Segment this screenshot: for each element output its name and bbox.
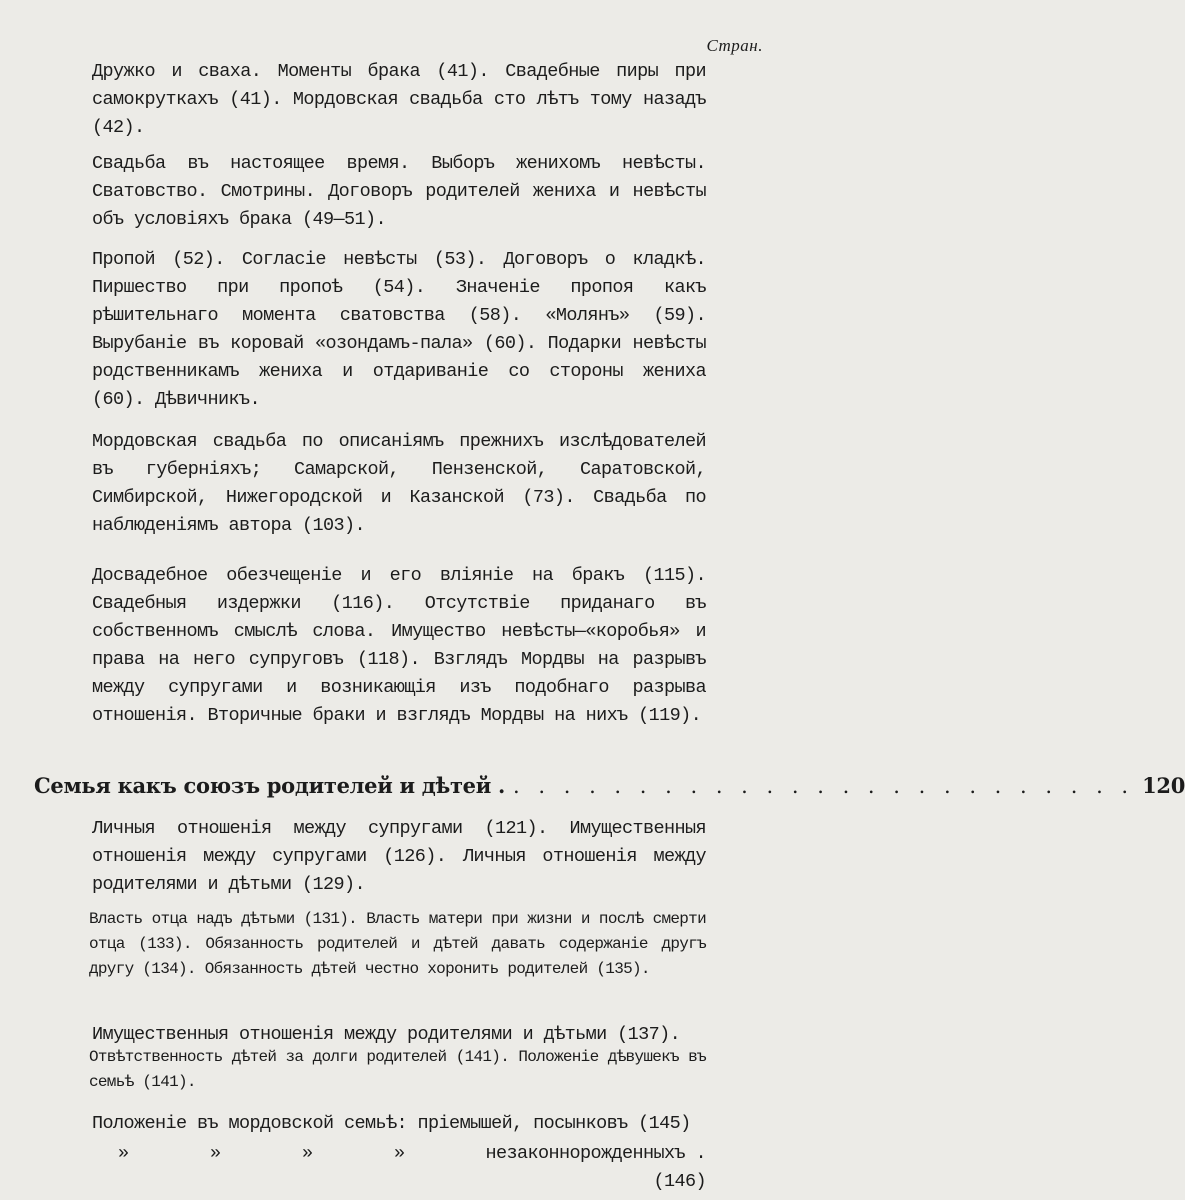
section-heading-title: Семья какъ союзъ родителей и дѣтей .: [34, 773, 506, 798]
toc-paragraph-adoptees: Положеніе въ мордовской семьѣ: пріемышей, посынковъ (145): [92, 1113, 691, 1134]
toc-ditto-row: [92, 1140, 706, 1196]
ditto-mark: »: [210, 1143, 221, 1164]
toc-paragraph-propoy: Пропой (52). Согласіе невѣсты (53). Договоръ о кладкѣ. Пиршество при пропоѣ (54). Значеніе пропоя какъ рѣшительнаго момента сватовства (58). «Молянъ» (59). Вырубаніе въ коровай «озондамъ-пала» (60). Подарки невѣсты родственникамъ жениха и отдариваніе со стороны жениха (60). Дѣвичникъ.: [92, 249, 706, 410]
section-heading-page-number: 120: [1142, 773, 1185, 798]
section-heading-leader-dots: . . . . . . . . . . . . . . . . . . . . . . . . .: [513, 774, 1135, 798]
toc-paragraph-spouses: Личныя отношенія между супругами (121). Имущественныя отношенія между супругами (126). Личныя отношенія между родителями и дѣтьми (129).: [92, 818, 706, 895]
toc-subparagraph-debts: Отвѣтственность дѣтей за долги родителей (141). Положеніе дѣвушекъ въ семьѣ (141).: [89, 1048, 706, 1091]
ditto-mark: »: [394, 1143, 405, 1164]
toc-subparagraph-parental-power: Власть отца надъ дѣтьми (131). Власть матери при жизни и послѣ смерти отца (133). Обязанность родителей и дѣтей давать содержаніе другъ другу (134). Обязанность дѣтей честно хоронить родителей (135).: [89, 910, 706, 978]
page-column-label: Стран.: [706, 36, 763, 55]
toc-paragraph-premarital: Досвадебное обезчещеніе и его вліяніе на бракъ (115). Свадебныя издержки (116). Отсутствіе приданаго въ собственномъ смыслѣ слова. Имущество невѣсты—«коробья» и права на него супруговъ (118). Взглядъ Мордвы на разрывъ между супругами и возникающія изъ подобнаго разрыва отношенія. Вторичные браки и взглядъ Мордвы на нихъ (119).: [92, 565, 706, 726]
toc-paragraph-wedding-today: Свадьба въ настоящее время. Выборъ женихомъ невѣсты. Сватовство. Смотрины. Договоръ родителей жениха и невѣсты объ условіяхъ брака (49—51).: [92, 153, 706, 230]
ditto-row-text: незаконнорожденныхъ . (146): [485, 1143, 706, 1192]
toc-paragraph-wedding-moments: Дружко и сваха. Моменты брака (41). Свадебные пиры при самокруткахъ (41). Мордовская свадьба сто лѣтъ тому назадъ (42).: [92, 61, 706, 138]
ditto-mark: »: [118, 1143, 129, 1164]
toc-paragraph-mordovian-wedding: Мордовская свадьба по описаніямъ прежнихъ изслѣдователей въ губерніяхъ; Самарской, Пензенской, Саратовской, Симбирской, Нижегородской и Казанской (73). Свадьба по наблюденіямъ автора (103).: [92, 431, 706, 536]
ditto-mark: »: [302, 1143, 313, 1164]
toc-paragraph-property-relations: Имущественныя отношенія между родителями и дѣтьми (137).: [92, 1024, 681, 1045]
section-heading: [34, 773, 1185, 798]
